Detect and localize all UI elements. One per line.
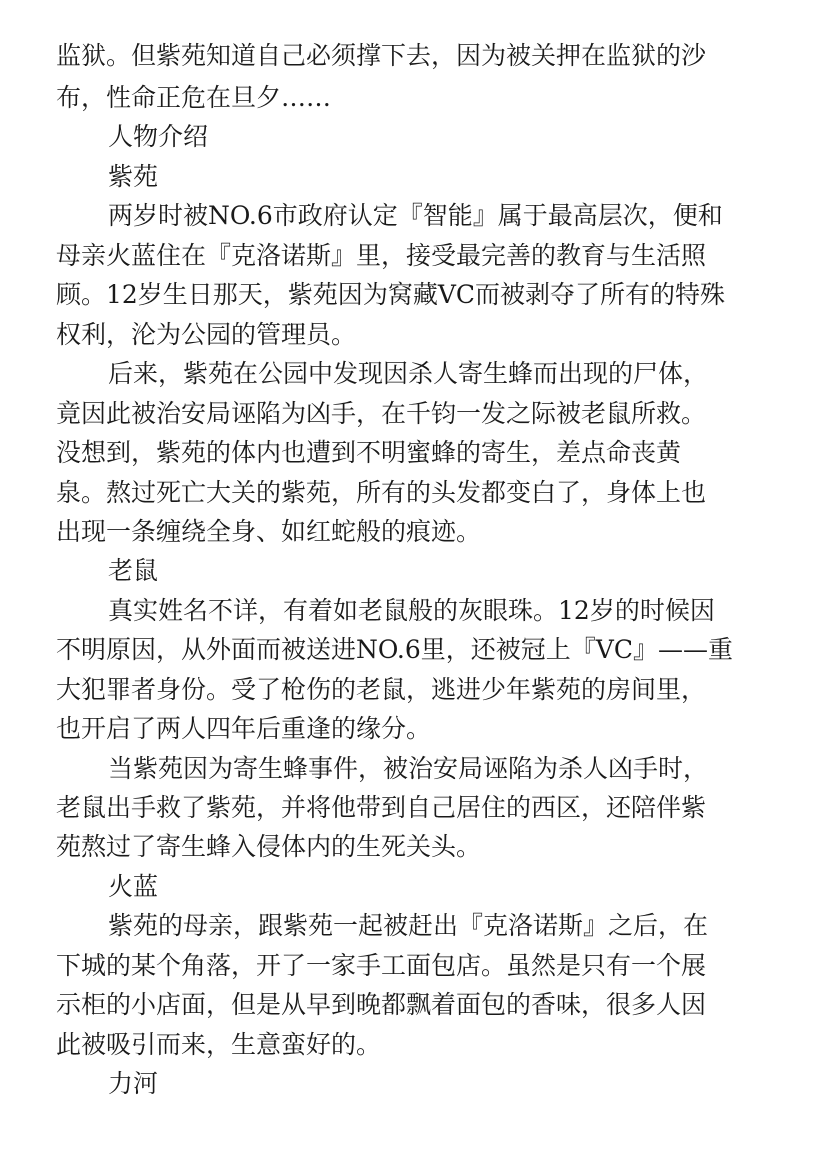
text-line: 不明原因，从外面而被送进NO.6里，还被冠上『VC』——重 [56, 635, 733, 664]
text-line: 顾。12岁生日那天，紫苑因为窝藏VC而被剥夺了所有的特殊 [56, 280, 725, 309]
text-line: 紫苑的母亲，跟紫苑一起被赶出『克洛诺斯』之后，在 [108, 911, 709, 940]
text-line: 竟因此被治安局诬陷为凶手，在千钧一发之际被老鼠所救。 [56, 399, 707, 428]
text-line: 此被吸引而来，生意蛮好的。 [56, 1030, 382, 1059]
text-line: 后来，紫苑在公园中发现因杀人寄生蜂而出现的尸体， [108, 359, 709, 388]
text-line: 母亲火蓝住在『克洛诺斯』里，接受最完善的教育与生活照 [56, 241, 707, 270]
character-name: 火蓝 [108, 872, 159, 901]
text-line: 真实姓名不详，有着如老鼠般的灰眼珠。12岁的时候因 [108, 596, 715, 625]
character-name: 老鼠 [108, 556, 159, 585]
text-line: 示柜的小店面，但是从早到晚都飘着面包的香味，很多人因 [56, 990, 707, 1019]
text-line: 下城的某个角落，开了一家手工面包店。虽然是只有一个展 [56, 951, 707, 980]
text-line: 权利，沦为公园的管理员。 [56, 320, 357, 349]
text-line: 当紫苑因为寄生蜂事件，被治安局诬陷为杀人凶手时， [108, 754, 709, 783]
text-line: 老鼠出手救了紫苑，并将他带到自己居住的西区，还陪伴紫 [56, 793, 707, 822]
text-line: 监狱。但紫苑知道自己必须撑下去，因为被关押在监狱的沙 [56, 41, 707, 70]
text-line: 出现一条缠绕全身、如红蛇般的痕迹。 [56, 517, 482, 546]
section-heading: 人物介绍 [108, 122, 209, 151]
text-line: 没想到，紫苑的体内也遭到不明蜜蜂的寄生，差点命丧黄 [56, 438, 682, 467]
text-line: 布，性命正危在旦夕…… [56, 83, 332, 112]
text-line: 大犯罪者身份。受了枪伤的老鼠，逃进少年紫苑的房间里， [56, 675, 707, 704]
character-name: 紫苑 [108, 162, 159, 191]
text-line: 苑熬过了寄生蜂入侵体内的生死关头。 [56, 832, 482, 861]
text-line: 泉。熬过死亡大关的紫苑，所有的头发都变白了，身体上也 [56, 478, 707, 507]
text-line: 也开启了两人四年后重逢的缘分。 [56, 714, 432, 743]
text-line: 两岁时被NO.6市政府认定『智能』属于最高层次，便和 [108, 201, 723, 230]
character-name: 力河 [108, 1069, 159, 1098]
